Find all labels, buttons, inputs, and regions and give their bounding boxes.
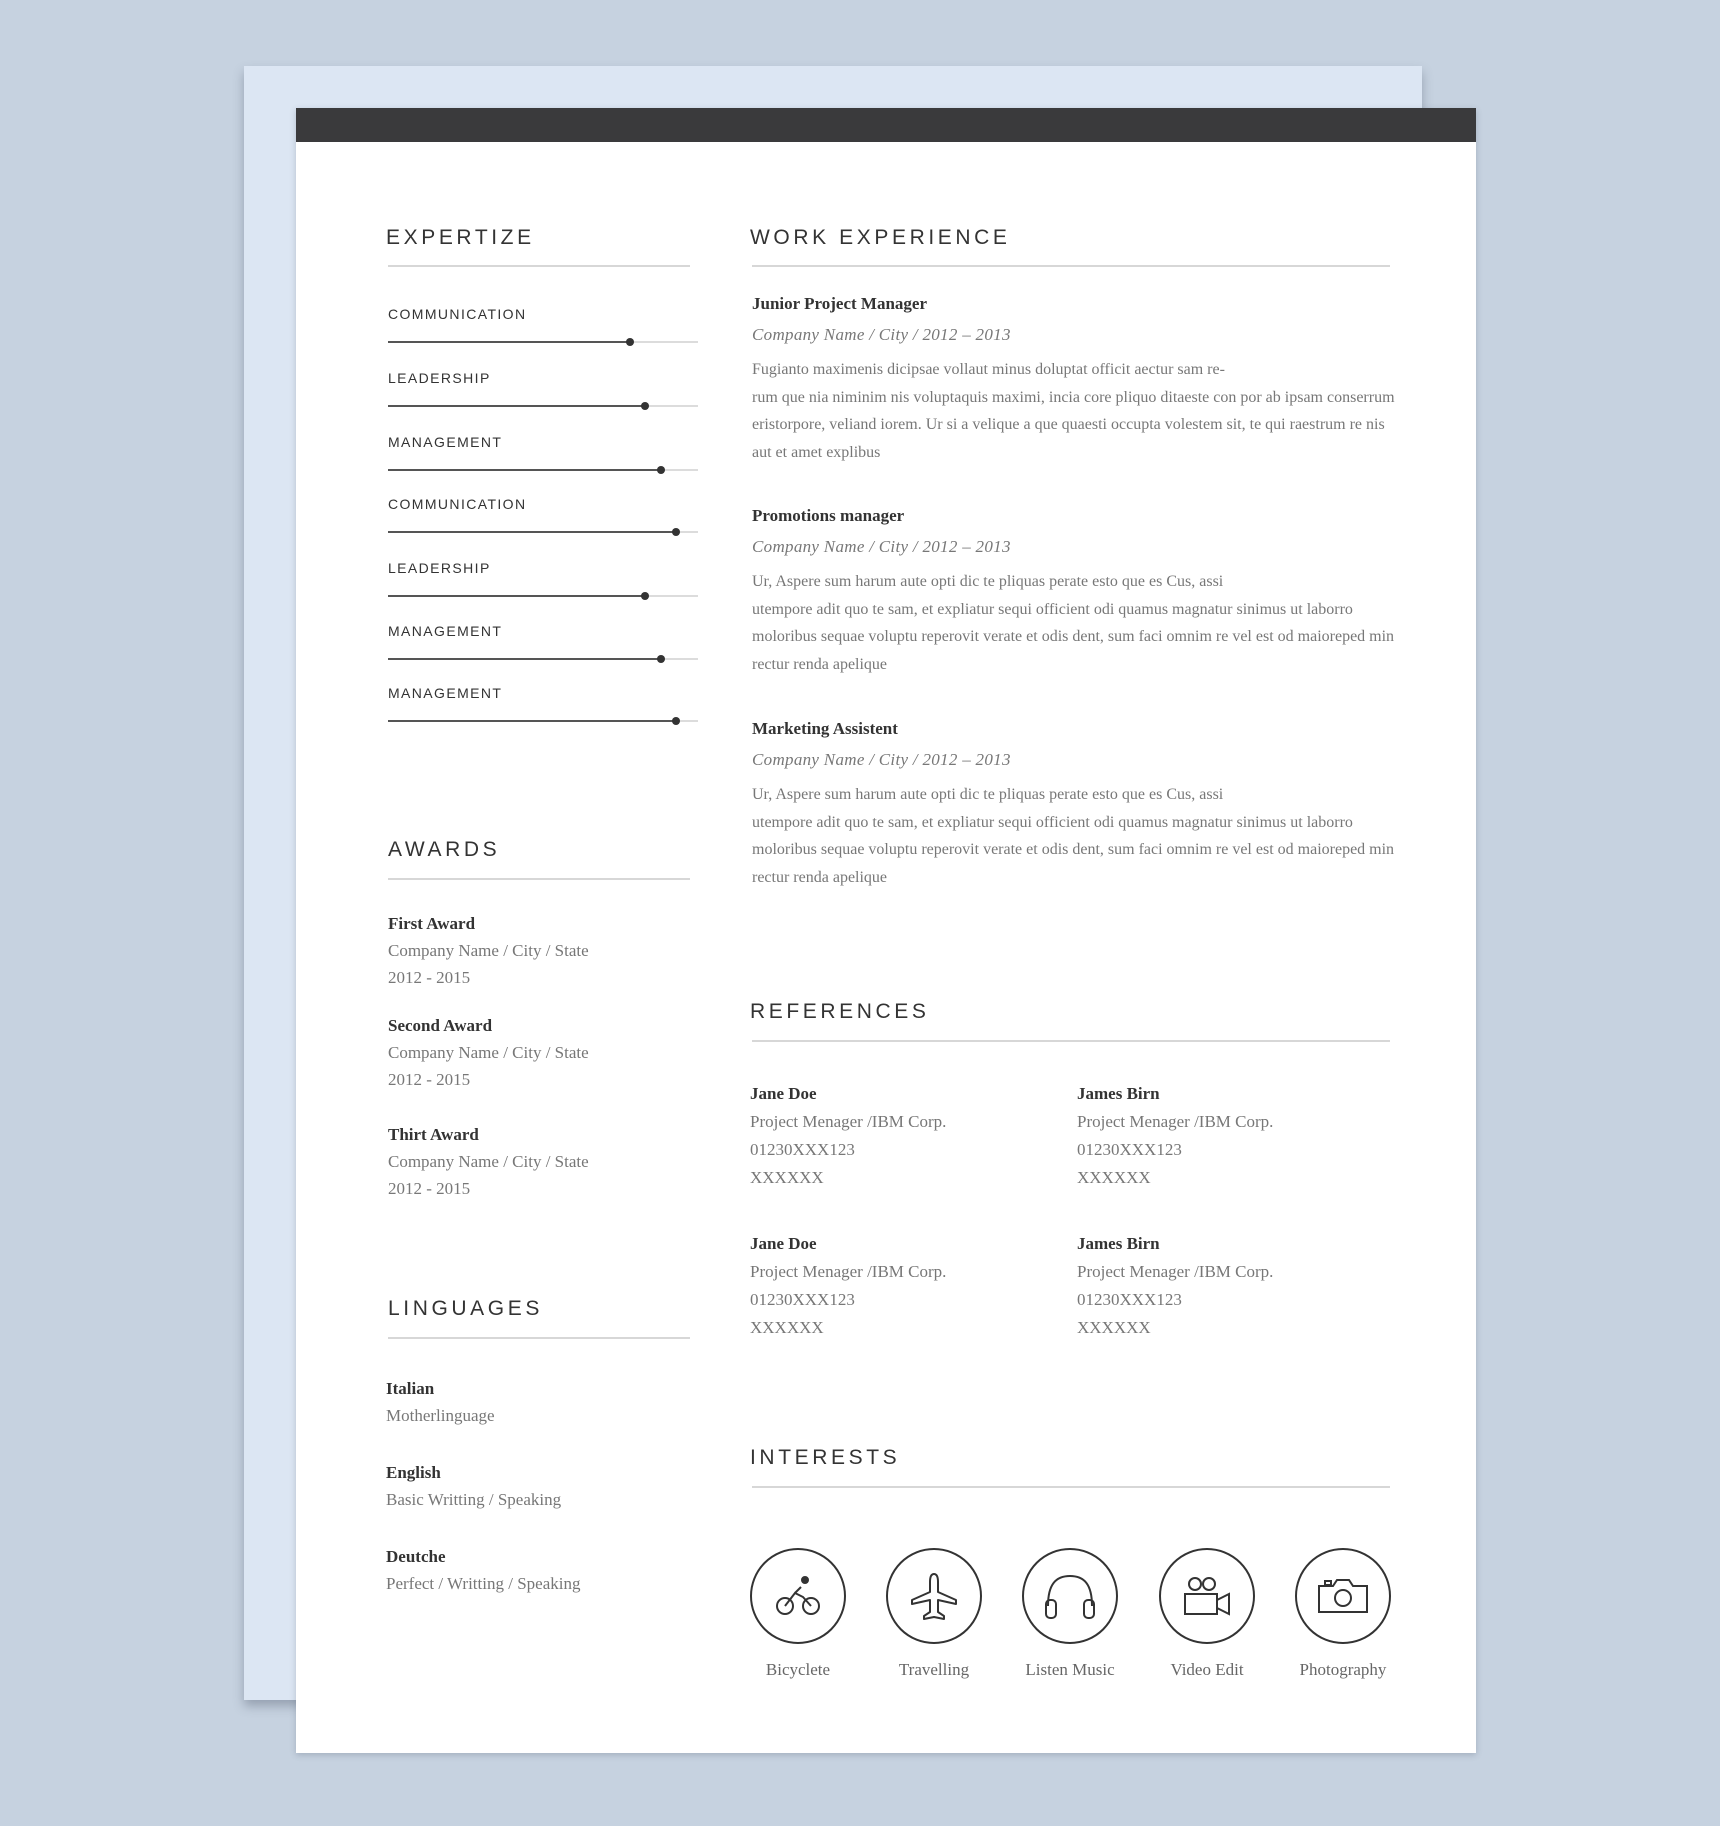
award-company: Company Name / City / State (388, 941, 589, 960)
reference-phone: 01230XXX123 (750, 1140, 855, 1159)
job-company: Company Name / City / 2012 – 2013 (752, 750, 1011, 769)
skill-bar-knob (626, 338, 634, 346)
job-entry (752, 294, 1402, 466)
reference-role: Project Menager /IBM Corp. (750, 1262, 947, 1281)
reference-phone: 01230XXX123 (1077, 1140, 1182, 1159)
language-level: Basic Writting / Speaking (386, 1490, 562, 1509)
reference-item (750, 1084, 1050, 1188)
job-description: Fugianto maximenis dicipsae vollaut minus doluptat officit aectur sam re- rum que nia niminim nis voluptaquis maximi, incia core pliquo ditaeste con por ab ipsam conserrum eristorpore, veliand iorem. Ur si a velique a que quaesti occupta volestem sit, te qui raestrum re nis aut et amet explibus (752, 361, 1395, 461)
skill-item (388, 560, 698, 576)
skill-item (388, 370, 698, 386)
award-title: Second Award (388, 1016, 493, 1035)
reference-role: Project Menager /IBM Corp. (1077, 1112, 1274, 1131)
interest-item (1142, 1548, 1272, 1680)
skill-bar-fill (388, 341, 630, 343)
video-camera-icon (1159, 1548, 1255, 1644)
job-title: Promotions manager (752, 506, 905, 525)
top-bar (296, 108, 1476, 142)
job-company: Company Name / City / 2012 – 2013 (752, 325, 1011, 344)
reference-role: Project Menager /IBM Corp. (750, 1112, 947, 1131)
awards-rule (388, 878, 690, 880)
interest-item (869, 1548, 999, 1680)
language-name: English (386, 1463, 441, 1482)
interest-label: Listen Music (1025, 1660, 1115, 1679)
skill-bar-fill (388, 469, 661, 471)
interests-rule (752, 1486, 1390, 1488)
interest-label: Travelling (898, 1660, 970, 1679)
skill-item (388, 434, 698, 450)
reference-email: XXXXXX (750, 1168, 824, 1187)
award-years: 2012 - 2015 (388, 1070, 471, 1089)
interests-heading: INTERESTS (750, 1446, 901, 1469)
reference-item (1077, 1234, 1377, 1338)
skill-bar (388, 595, 698, 597)
skill-bar-fill (388, 720, 676, 722)
language-name: Deutche (386, 1547, 446, 1566)
reference-email: XXXXXX (1077, 1318, 1151, 1337)
airplane-icon (886, 1548, 982, 1644)
skill-bar-fill (388, 531, 676, 533)
skill-bar-knob (672, 528, 680, 536)
skill-item (388, 685, 698, 701)
skill-bar-knob (657, 655, 665, 663)
skill-bar-fill (388, 658, 661, 660)
language-item (386, 1379, 686, 1426)
language-level: Motherlinguage (386, 1406, 495, 1425)
skill-bar (388, 469, 698, 471)
reference-name: James Birn (1077, 1234, 1160, 1253)
reference-phone: 01230XXX123 (750, 1290, 855, 1309)
award-item (388, 1016, 688, 1090)
job-entry (752, 506, 1402, 678)
work-experience-heading: WORK EXPERIENCE (750, 226, 1011, 249)
skill-label: MANAGEMENT (388, 434, 503, 450)
skill-label: MANAGEMENT (388, 685, 503, 701)
language-item (386, 1463, 686, 1510)
skill-bar (388, 531, 698, 533)
camera-icon (1295, 1548, 1391, 1644)
references-rule (752, 1040, 1390, 1042)
job-company: Company Name / City / 2012 – 2013 (752, 537, 1011, 556)
award-item (388, 1125, 688, 1199)
reference-phone: 01230XXX123 (1077, 1290, 1182, 1309)
skill-bar (388, 405, 698, 407)
skill-bar-fill (388, 595, 645, 597)
bicycle-icon (750, 1548, 846, 1644)
skill-bar (388, 658, 698, 660)
skill-label: COMMUNICATION (388, 496, 527, 512)
reference-item (1077, 1084, 1377, 1188)
skill-item (388, 306, 698, 322)
reference-email: XXXXXX (750, 1318, 824, 1337)
skill-bar-knob (657, 466, 665, 474)
language-item (386, 1547, 686, 1594)
languages-heading: LINGUAGES (388, 1297, 543, 1320)
skill-label: COMMUNICATION (388, 306, 527, 322)
job-description: Ur, Aspere sum harum aute opti dic te pliquas perate esto que es Cus, assi utempore adit quo te sam, et expliatur sequi officient odi quamus magnatur sinimus ut laborro moloribus sequae voluptu reperovit verate et odis dent, sum faci omnim re vel est od maioreped min rectur renda apelique (752, 786, 1395, 886)
work-experience-rule (752, 265, 1390, 267)
resume-page (296, 108, 1476, 1753)
interest-item (1278, 1548, 1408, 1680)
interest-label: Video Edit (1170, 1660, 1244, 1679)
interest-label: Photography (1299, 1660, 1387, 1679)
references-heading: REFERENCES (750, 1000, 930, 1023)
reference-name: Jane Doe (750, 1234, 817, 1253)
skill-label: LEADERSHIP (388, 370, 491, 386)
headphones-icon (1022, 1548, 1118, 1644)
award-item (388, 914, 688, 988)
skill-bar-knob (641, 402, 649, 410)
skill-item (388, 496, 698, 512)
reference-name: Jane Doe (750, 1084, 817, 1103)
job-title: Junior Project Manager (752, 294, 927, 313)
job-title: Marketing Assistent (752, 719, 898, 738)
reference-item (750, 1234, 1050, 1338)
job-description: Ur, Aspere sum harum aute opti dic te pliquas perate esto que es Cus, assi utempore adit quo te sam, et expliatur sequi officient odi quamus magnatur sinimus ut laborro moloribus sequae voluptu reperovit verate et odis dent, sum faci omnim re vel est od maioreped min rectur renda apelique (752, 573, 1395, 673)
skill-label: MANAGEMENT (388, 623, 503, 639)
award-company: Company Name / City / State (388, 1043, 589, 1062)
expertize-heading: EXPERTIZE (386, 226, 535, 249)
skill-bar (388, 341, 698, 343)
interest-item (1005, 1548, 1135, 1680)
languages-rule (388, 1337, 690, 1339)
skill-bar-fill (388, 405, 645, 407)
interest-label: Bicyclete (765, 1660, 831, 1679)
award-years: 2012 - 2015 (388, 1179, 471, 1198)
skill-bar-knob (672, 717, 680, 725)
language-level: Perfect / Writting / Speaking (386, 1574, 581, 1593)
reference-role: Project Menager /IBM Corp. (1077, 1262, 1274, 1281)
award-title: Thirt Award (388, 1125, 479, 1144)
skill-bar (388, 720, 698, 722)
reference-name: James Birn (1077, 1084, 1160, 1103)
award-years: 2012 - 2015 (388, 968, 471, 987)
language-name: Italian (386, 1379, 435, 1398)
reference-email: XXXXXX (1077, 1168, 1151, 1187)
award-title: First Award (388, 914, 476, 933)
award-company: Company Name / City / State (388, 1152, 589, 1171)
skill-label: LEADERSHIP (388, 560, 491, 576)
job-entry (752, 719, 1402, 891)
expertize-rule (388, 265, 690, 267)
interest-item (733, 1548, 863, 1680)
awards-heading: AWARDS (388, 838, 501, 861)
skill-item (388, 623, 698, 639)
skill-bar-knob (641, 592, 649, 600)
